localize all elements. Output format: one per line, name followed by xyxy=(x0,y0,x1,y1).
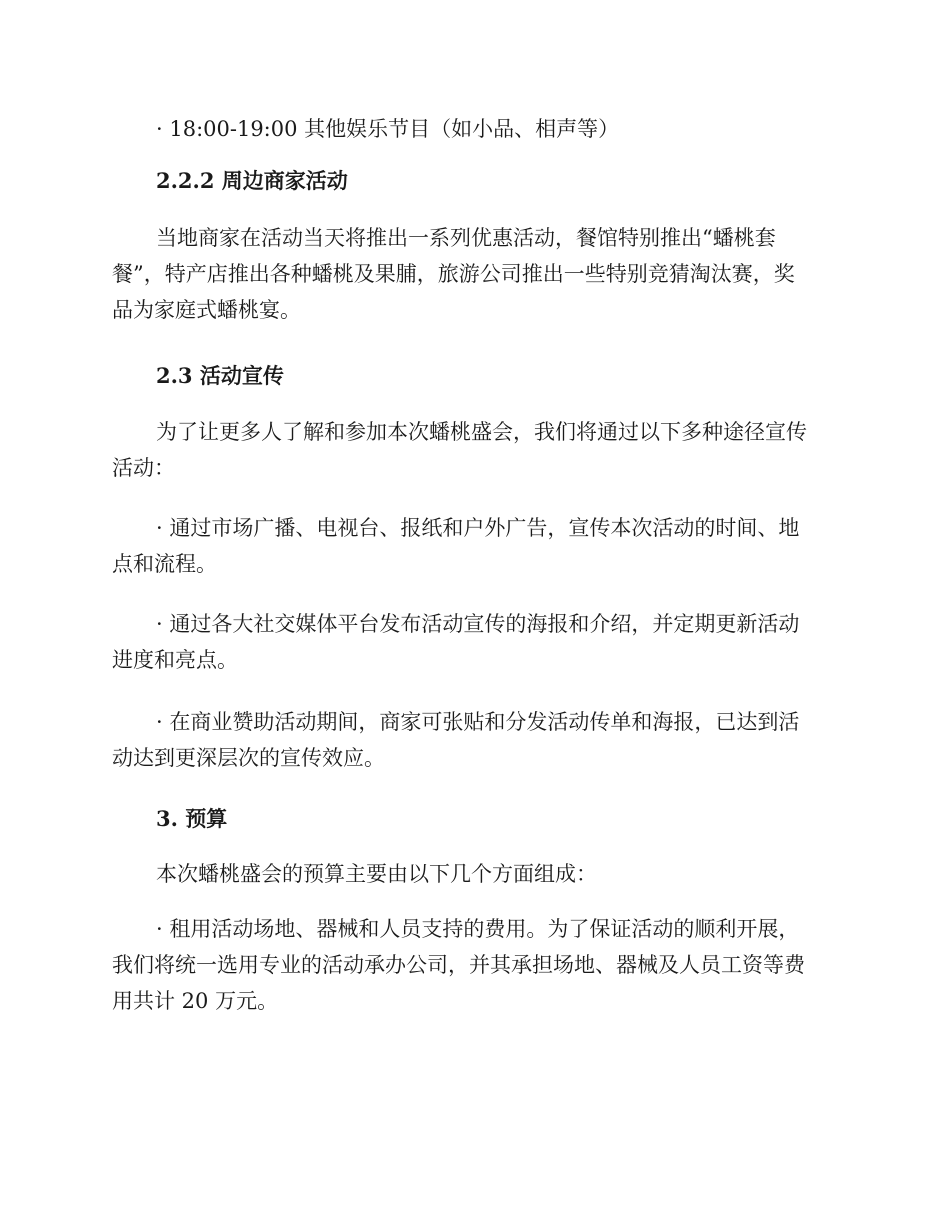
bullet-venue-costs xyxy=(112,911,832,1019)
paragraph-promotion-intro xyxy=(112,414,832,486)
text-line: · 在商业赞助活动期间，商家可张贴和分发活动传单和海报，已达到活 xyxy=(156,710,800,734)
text-line: 本次蟠桃盛会的预算主要由以下几个方面组成： xyxy=(156,862,597,886)
text-line: · 18:00-19:00 其他娱乐节目（如小品、相声等） xyxy=(156,117,620,141)
text-line: 活动： xyxy=(112,456,175,480)
text-line: 点和流程。 xyxy=(112,552,217,576)
text-line: 餐”，特产店推出各种蟠桃及果脯，旅游公司推出一些特别竞猜淘汰赛，奖 xyxy=(112,262,795,286)
text-line: 用共计 20 万元。 xyxy=(112,989,279,1013)
text-line: · 通过市场广播、电视台、报纸和户外广告，宣传本次活动的时间、地 xyxy=(156,516,800,540)
bullet-media-promotion xyxy=(112,510,832,582)
text-line: 我们将统一选用专业的活动承办公司，并其承担场地、器械及人员工资等费 xyxy=(112,953,805,977)
bullet-entertainment-schedule xyxy=(112,111,832,147)
text-line: 当地商家在活动当天将推出一系列优惠活动，餐馆特别推出“蟠桃套 xyxy=(156,226,776,250)
heading-budget: 3. 预算 xyxy=(156,806,228,831)
text-line: 品为家庭式蟠桃宴。 xyxy=(112,298,301,322)
text-line: · 租用活动场地、器械和人员支持的费用。为了保证活动的顺利开展， xyxy=(156,917,800,941)
text-line: 动达到更深层次的宣传效应。 xyxy=(112,746,385,770)
heading-event-promotion: 2.3 活动宣传 xyxy=(156,363,284,388)
text-line: 进度和亮点。 xyxy=(112,648,238,672)
bullet-social-media-promotion xyxy=(112,606,832,678)
paragraph-merchant-offers xyxy=(112,220,832,328)
text-line: · 通过各大社交媒体平台发布活动宣传的海报和介绍，并定期更新活动 xyxy=(156,612,800,636)
text-line: 为了让更多人了解和参加本次蟠桃盛会，我们将通过以下多种途径宣传 xyxy=(156,420,807,444)
heading-merchant-activities: 2.2.2 周边商家活动 xyxy=(156,168,348,193)
paragraph-budget-intro xyxy=(112,856,832,892)
bullet-sponsor-promotion xyxy=(112,704,832,776)
